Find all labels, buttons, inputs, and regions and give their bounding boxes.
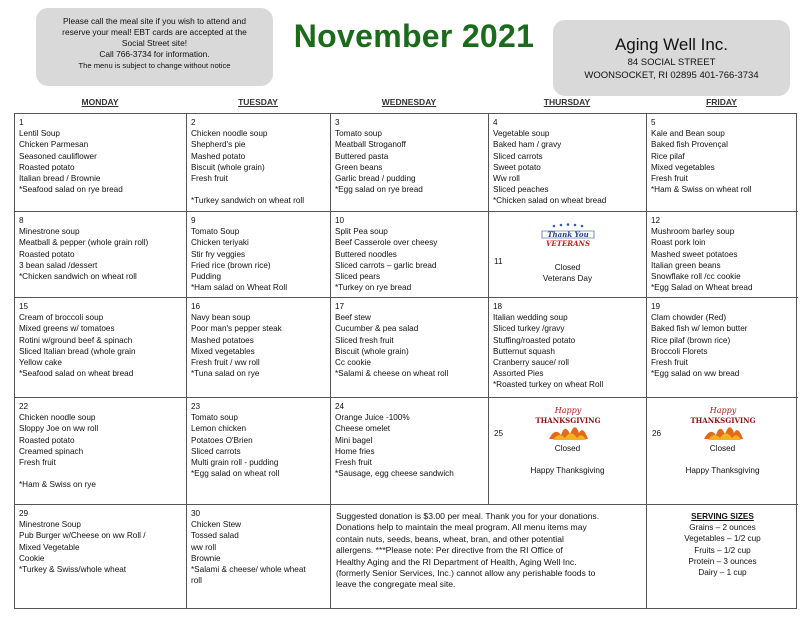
day-header-monday: MONDAY bbox=[81, 97, 119, 107]
menu-item: Pudding bbox=[191, 272, 222, 282]
notice-line: Call 766-3734 for information. bbox=[99, 49, 210, 59]
svg-text:THANKSGIVING: THANKSGIVING bbox=[689, 416, 756, 425]
menu-item: Fresh fruit bbox=[651, 358, 688, 368]
menu-item: Minestrone soup bbox=[19, 227, 80, 237]
menu-item: Butternut squash bbox=[493, 346, 555, 356]
menu-item: Assorted Pies bbox=[493, 369, 544, 379]
menu-item: Baked fish Provençal bbox=[651, 140, 728, 150]
day-cell bbox=[489, 212, 647, 298]
day-number: 25 bbox=[494, 429, 504, 438]
menu-item: Shepherd's pie bbox=[191, 140, 246, 150]
menu-item: *Seafood salad on rye bread bbox=[19, 185, 123, 195]
menu-item: Minestrone Soup bbox=[19, 520, 81, 530]
menu-item: Tomato Soup bbox=[191, 227, 240, 237]
menu-item: Stir fry veggies bbox=[191, 249, 246, 259]
day-header-friday: FRIDAY bbox=[706, 97, 737, 107]
menu-item: *Egg salad on wheat roll bbox=[191, 469, 280, 479]
day-cell bbox=[647, 114, 798, 212]
menu-item: 3 bean salad /dessert bbox=[19, 260, 98, 270]
menu-item: *Egg salad on rye bread bbox=[335, 185, 423, 195]
menu-item: Beef stew bbox=[335, 313, 371, 323]
menu-item: *Roasted turkey on wheat Roll bbox=[493, 380, 604, 390]
menu-item: Sliced Italian bread (whole grain bbox=[19, 346, 136, 356]
day-number: 11 bbox=[494, 257, 503, 266]
menu-item: *Egg Salad on Wheat bread bbox=[651, 283, 753, 293]
donation-line: leave the congregate meal site. bbox=[336, 579, 456, 590]
menu-item: roll bbox=[191, 576, 202, 586]
menu-item: Mashed sweet potatoes bbox=[651, 249, 738, 259]
happy-thanksgiving-banner bbox=[689, 401, 756, 443]
day-number: 16 bbox=[191, 302, 201, 311]
org-city-phone: WOONSOCKET, RI 02895 401-766-3734 bbox=[584, 70, 759, 81]
day-number: 22 bbox=[19, 402, 29, 411]
menu-item: Sliced carrots – garlic bread bbox=[335, 260, 437, 270]
menu-item: Lemon chicken bbox=[191, 424, 247, 434]
menu-item: *Ham salad on Wheat Roll bbox=[191, 283, 288, 293]
day-number: 12 bbox=[651, 216, 661, 225]
menu-item: *Chicken salad on wheat bread bbox=[493, 196, 607, 206]
menu-item: *Sausage, egg cheese sandwich bbox=[335, 469, 454, 479]
menu-item: Meatball & pepper (whole grain roll) bbox=[19, 238, 149, 248]
menu-item: Sloppy Joe on ww roll bbox=[19, 424, 99, 434]
menu-item: Buttered pasta bbox=[335, 151, 389, 161]
menu-item: Roast pork loin bbox=[651, 238, 706, 248]
menu-item: Baked ham / gravy bbox=[493, 140, 562, 150]
serving-sizes bbox=[647, 505, 798, 608]
menu-item: Kale and Bean soup bbox=[651, 129, 725, 139]
org-box bbox=[553, 20, 790, 96]
menu-item: Broccoli Florets bbox=[651, 346, 708, 356]
day-cell bbox=[15, 298, 187, 398]
menu-item: Mashed potato bbox=[191, 151, 246, 161]
notice-line: Social Street site! bbox=[121, 38, 188, 48]
day-cell bbox=[187, 505, 331, 608]
org-name: Aging Well Inc. bbox=[614, 35, 729, 54]
happy-thanksgiving-banner bbox=[534, 401, 601, 443]
menu-item: Mixed vegetables bbox=[191, 346, 255, 356]
menu-item: Home fries bbox=[335, 446, 375, 456]
menu-item: Poor man's pepper steak bbox=[191, 324, 282, 334]
menu-item: Seasoned cauliflower bbox=[19, 151, 97, 161]
menu-item: Vegetable soup bbox=[493, 129, 550, 139]
svg-text:VETERANS: VETERANS bbox=[545, 239, 590, 248]
day-header-tuesday: TUESDAY bbox=[238, 97, 278, 107]
menu-item: Tomato soup bbox=[335, 129, 382, 139]
menu-item: *Ham & Swiss on rye bbox=[19, 480, 96, 490]
day-cell bbox=[187, 114, 331, 212]
menu-item: Cream of broccoli soup bbox=[19, 313, 104, 323]
weekday-header bbox=[14, 97, 797, 109]
menu-item: Cheese omelet bbox=[335, 424, 391, 434]
menu-item: Split Pea soup bbox=[335, 227, 388, 237]
donation-line: Donations help to maintain the meal program. All menu items may bbox=[336, 522, 587, 533]
menu-item: Buttered noodles bbox=[335, 249, 397, 259]
donation-line: (formerly Senior Services, Inc.) cannot allow any perishable foods to bbox=[336, 568, 596, 579]
day-number: 18 bbox=[493, 302, 503, 311]
menu-item: Chicken Stew bbox=[191, 520, 242, 530]
day-number: 10 bbox=[335, 216, 345, 225]
menu-item: Green beans bbox=[335, 162, 383, 172]
donation-line: contain nuts, seeds, beans, wheat, bran, and other potential bbox=[336, 533, 564, 544]
day-number: 19 bbox=[651, 302, 661, 311]
menu-item: Biscuit (whole grain) bbox=[191, 162, 265, 172]
thank-you-veterans-banner bbox=[538, 223, 598, 249]
menu-item: Roasted potato bbox=[19, 249, 75, 259]
menu-item: Lentil Soup bbox=[19, 129, 60, 139]
cell-text: Happy Thanksgiving bbox=[530, 466, 605, 476]
serving-size-line: Protein – 3 ounces bbox=[688, 556, 757, 566]
menu-item: Snowflake roll /cc cookie bbox=[651, 272, 741, 282]
day-cell bbox=[187, 298, 331, 398]
menu-item: Italian wedding soup bbox=[493, 313, 568, 323]
cell-text: Closed bbox=[709, 444, 736, 453]
menu-item: Rice pilaf (brown rice) bbox=[651, 335, 731, 345]
day-number: 15 bbox=[19, 302, 29, 311]
menu-item: Fresh fruit bbox=[651, 174, 688, 184]
menu-item: Cookie bbox=[19, 553, 45, 563]
menu-item: Fresh fruit bbox=[191, 174, 228, 184]
menu-item: Sweet potato bbox=[493, 162, 541, 172]
menu-item: Ww roll bbox=[493, 174, 520, 184]
serving-size-line: Vegetables – 1/2 cup bbox=[684, 534, 761, 544]
cell-text bbox=[651, 454, 794, 465]
day-cell bbox=[15, 505, 187, 608]
day-cell bbox=[647, 298, 798, 398]
serving-size-line: Dairy – 1 cup bbox=[698, 568, 747, 578]
menu-item: Pub Burger w/Cheese on ww Roll / bbox=[19, 531, 146, 541]
menu-item: Potatoes O'Brien bbox=[191, 435, 253, 445]
menu-calendar bbox=[14, 113, 797, 609]
svg-text:Thank You: Thank You bbox=[546, 230, 589, 239]
menu-item: Cucumber & pea salad bbox=[335, 324, 419, 334]
menu-item: Brownie bbox=[191, 553, 221, 563]
donation-line: allergens. ***Please note: Per directive from the RI Office of bbox=[336, 545, 563, 556]
menu-item: Sliced carrots bbox=[493, 151, 543, 161]
menu-item: Navy bean soup bbox=[191, 313, 251, 323]
menu-item: *Seafood salad on wheat bread bbox=[19, 369, 134, 379]
notice-line: reserve your meal! EBT cards are accepted at the bbox=[62, 27, 247, 37]
day-cell bbox=[15, 398, 187, 505]
day-number: 9 bbox=[191, 216, 196, 225]
day-number: 5 bbox=[651, 118, 656, 127]
day-cell bbox=[15, 114, 187, 212]
menu-item: *Salami & cheese/ whole wheat bbox=[191, 565, 306, 575]
day-number: 2 bbox=[191, 118, 196, 127]
menu-item: Sliced fresh fruit bbox=[335, 335, 394, 345]
menu-item: Chicken teriyaki bbox=[191, 238, 249, 248]
menu-item: Beef Casserole over cheesy bbox=[335, 238, 438, 248]
cell-text: Closed bbox=[554, 263, 581, 272]
menu-item bbox=[191, 184, 326, 195]
menu-item: Stuffing/roasted potato bbox=[493, 335, 576, 345]
menu-item: *Egg salad on ww bread bbox=[651, 369, 740, 379]
menu-item bbox=[19, 468, 182, 479]
day-cell bbox=[331, 298, 489, 398]
day-header-wednesday: WEDNESDAY bbox=[381, 97, 437, 107]
cell-text: Happy Thanksgiving bbox=[685, 466, 760, 476]
day-header-thursday: THURSDAY bbox=[543, 97, 591, 107]
menu-item: Fried rice (brown rice) bbox=[191, 260, 271, 270]
day-number: 3 bbox=[335, 118, 340, 127]
menu-item: Mushroom barley soup bbox=[651, 227, 735, 237]
page-title: November 2021 bbox=[293, 18, 535, 54]
menu-item: Roasted potato bbox=[19, 162, 75, 172]
svg-text:THANKSGIVING: THANKSGIVING bbox=[534, 416, 601, 425]
serving-size-line: Grains – 2 ounces bbox=[689, 523, 756, 533]
svg-text:Happy: Happy bbox=[709, 406, 736, 415]
menu-item: Mixed Vegetable bbox=[19, 542, 80, 552]
menu-item: Chicken noodle soup bbox=[19, 413, 96, 423]
day-cell bbox=[489, 114, 647, 212]
menu-item: *Turkey & Swiss/whole wheat bbox=[19, 565, 127, 575]
day-number: 17 bbox=[335, 302, 345, 311]
menu-item: Meatball Stroganoff bbox=[335, 140, 406, 150]
day-cell bbox=[331, 212, 489, 298]
menu-item: *Turkey sandwich on wheat roll bbox=[191, 196, 305, 206]
menu-item: Mixed vegetables bbox=[651, 162, 715, 172]
day-cell bbox=[331, 114, 489, 212]
menu-item: Multi grain roll - pudding bbox=[191, 458, 279, 468]
svg-text:Happy: Happy bbox=[554, 406, 581, 415]
cell-text bbox=[493, 454, 642, 465]
menu-item: Orange Juice -100% bbox=[335, 413, 410, 423]
menu-item: Fresh fruit bbox=[335, 458, 372, 468]
menu-item: Italian green beans bbox=[651, 260, 721, 270]
menu-item: *Chicken sandwich on wheat roll bbox=[19, 272, 137, 282]
menu-item: Baked fish w/ lemon butter bbox=[651, 324, 748, 334]
day-number: 29 bbox=[19, 509, 29, 518]
menu-item: Tomato soup bbox=[191, 413, 238, 423]
day-cell bbox=[647, 212, 798, 298]
menu-item: Rice pilaf bbox=[651, 151, 685, 161]
cell-text: Veterans Day bbox=[542, 274, 593, 284]
notice-box bbox=[36, 8, 273, 86]
day-cell bbox=[187, 398, 331, 505]
menu-item: Clam chowder (Red) bbox=[651, 313, 727, 323]
menu-item: Cranberry sauce/ roll bbox=[493, 358, 569, 368]
menu-item: Rotini w/ground beef & spinach bbox=[19, 335, 133, 345]
serving-size-line: Fruits – 1/2 cup bbox=[694, 545, 751, 555]
notice-line: Please call the meal site if you wish to attend and bbox=[63, 16, 246, 26]
menu-item: Yellow cake bbox=[19, 358, 62, 368]
menu-item: Chicken Parmesan bbox=[19, 140, 89, 150]
org-street: 84 SOCIAL STREET bbox=[627, 57, 716, 68]
day-number: 26 bbox=[652, 429, 662, 438]
day-cell bbox=[331, 398, 489, 505]
notice-line: The menu is subject to change without notice bbox=[78, 61, 231, 70]
menu-item: ww roll bbox=[191, 542, 217, 552]
day-number: 8 bbox=[19, 216, 24, 225]
day-number: 4 bbox=[493, 118, 498, 127]
menu-item: Italian bread / Brownie bbox=[19, 174, 101, 184]
donation-line: Healthy Aging and the RI Department of Health, Aging Well Inc. bbox=[336, 556, 577, 567]
menu-item: Sliced carrots bbox=[191, 446, 241, 456]
day-cell bbox=[15, 212, 187, 298]
menu-item: Sliced turkey /gravy bbox=[493, 324, 565, 334]
menu-item: Tossed salad bbox=[191, 531, 239, 541]
menu-item: Mixed greens w/ tomatoes bbox=[19, 324, 115, 334]
day-number: 30 bbox=[191, 509, 201, 518]
donation-line: Suggested donation is $3.00 per meal. Thank you for your donations. bbox=[336, 511, 600, 521]
day-number: 23 bbox=[191, 402, 201, 411]
menu-item: Sliced peaches bbox=[493, 185, 549, 195]
menu-item: *Ham & Swiss on wheat roll bbox=[651, 185, 752, 195]
menu-item: *Turkey on rye bread bbox=[335, 283, 412, 293]
day-cell bbox=[489, 398, 647, 505]
menu-item: Creamed spinach bbox=[19, 446, 84, 456]
menu-item: Mini bagel bbox=[335, 435, 373, 445]
serving-sizes-header: SERVING SIZES bbox=[691, 512, 754, 521]
cell-text: Closed bbox=[554, 444, 581, 453]
day-number: 1 bbox=[19, 118, 24, 127]
menu-item: Fresh fruit / ww roll bbox=[191, 358, 260, 368]
donation-note bbox=[331, 505, 647, 608]
menu-item: Biscuit (whole grain) bbox=[335, 346, 409, 356]
day-cell bbox=[647, 398, 798, 505]
menu-item: Sliced pears bbox=[335, 272, 381, 282]
menu-item: Chicken noodle soup bbox=[191, 129, 268, 139]
menu-item: *Tuna salad on rye bbox=[191, 369, 260, 379]
day-cell bbox=[187, 212, 331, 298]
day-cell bbox=[489, 298, 647, 398]
menu-item: Roasted potato bbox=[19, 435, 75, 445]
menu-item: Mashed potatoes bbox=[191, 335, 254, 345]
menu-item: Fresh fruit bbox=[19, 458, 56, 468]
menu-item: *Salami & cheese on wheat roll bbox=[335, 369, 449, 379]
menu-item: Cc cookie bbox=[335, 358, 371, 368]
menu-item: Garlic bread / pudding bbox=[335, 174, 416, 184]
day-number: 24 bbox=[335, 402, 345, 411]
